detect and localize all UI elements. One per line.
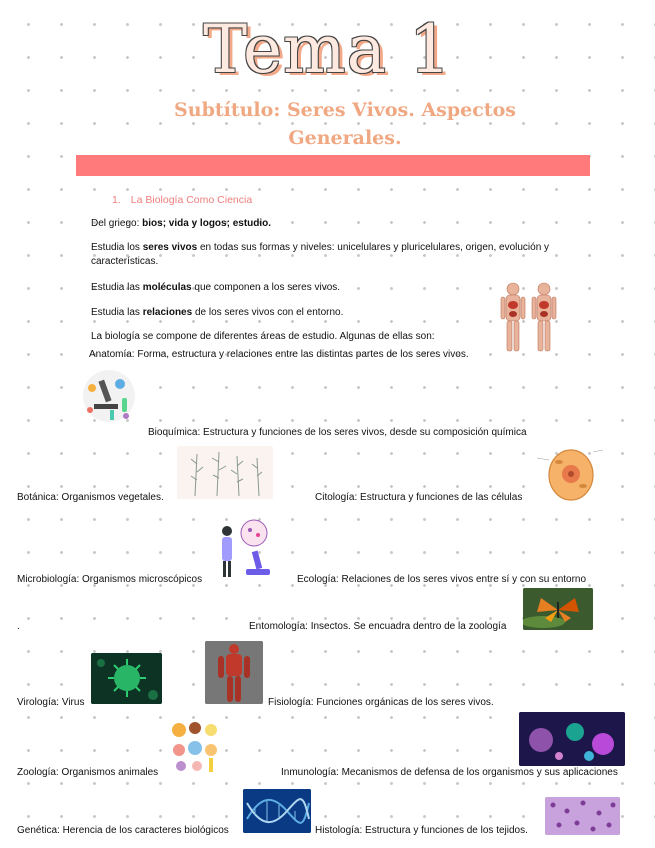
intro-paragraph-2: Estudia los seres vivos en todas sus formas y niveles: unicelulares y pluricelulares, origen, evolución y características. — [91, 242, 550, 267]
lab-tools-image — [80, 366, 138, 426]
area-entomologia: Entomología: Insectos. Se encuadra dentro de la zoología — [249, 621, 507, 632]
section-heading — [112, 194, 252, 206]
anatomy-figures-image — [496, 281, 562, 355]
area-citologia: Citología: Estructura y funciones de las células — [315, 492, 523, 503]
section-number: 1. — [112, 194, 121, 206]
area-anatomia: Anatomía: Forma, estructura y relaciones entre las distintas partes de los seres vivos. — [89, 349, 469, 360]
microscope-scientist-image — [214, 517, 281, 580]
intro-paragraph-1: Del griego: bios; vida y logos; estudio. — [91, 218, 272, 229]
page-subtitle: Subtítulo: Seres Vivos. Aspectos Generales. — [174, 99, 516, 149]
intro-paragraph-4: Estudia las relaciones de los seres vivos con el entorno. — [91, 307, 344, 318]
area-ecologia: Ecología: Relaciones de los seres vivos entre sí y con su entorno — [297, 574, 587, 585]
area-botanica: Botánica: Organismos vegetales. — [17, 492, 164, 503]
intro-paragraph-3: Estudia las moléculas que componen a los seres vivos. — [91, 282, 341, 293]
immune-cells-image — [519, 712, 625, 766]
section-label: La Biología Como Ciencia — [130, 194, 253, 206]
area-dot: . — [17, 621, 20, 632]
page-title: Tema 1 — [203, 11, 452, 88]
plants-sketch-image — [177, 446, 273, 499]
area-inmunologia: Inmunología: Mecanismos de defensa de los organismos y sus aplicaciones — [281, 767, 618, 778]
area-histologia: Histología: Estructura y funciones de los tejidos. — [315, 825, 528, 836]
cartoon-animals-image — [167, 718, 222, 773]
intro-paragraph-5: La biología se compone de diferentes áreas de estudio. Algunas de ellas son: — [91, 331, 435, 342]
area-bioquimica: Bioquímica: Estructura y funciones de los seres vivos, desde su composición química — [148, 427, 527, 438]
area-genetica: Genética: Herencia de los caracteres biológicos — [17, 825, 229, 836]
virus-image — [91, 653, 162, 704]
area-microbiologia: Microbiología: Organismos microscópicos — [17, 574, 203, 585]
tissue-image — [545, 797, 620, 835]
area-virologia: Virología: Virus — [17, 697, 85, 708]
accent-bar — [76, 155, 590, 176]
butterfly-image — [523, 588, 593, 630]
area-fisiologia: Fisiología: Funciones orgánicas de los seres vivos. — [268, 697, 494, 708]
cell-diagram-image — [535, 446, 605, 504]
muscle-body-image — [205, 641, 263, 704]
dna-image — [243, 789, 311, 833]
area-zoologia: Zoología: Organismos animales — [17, 767, 159, 778]
